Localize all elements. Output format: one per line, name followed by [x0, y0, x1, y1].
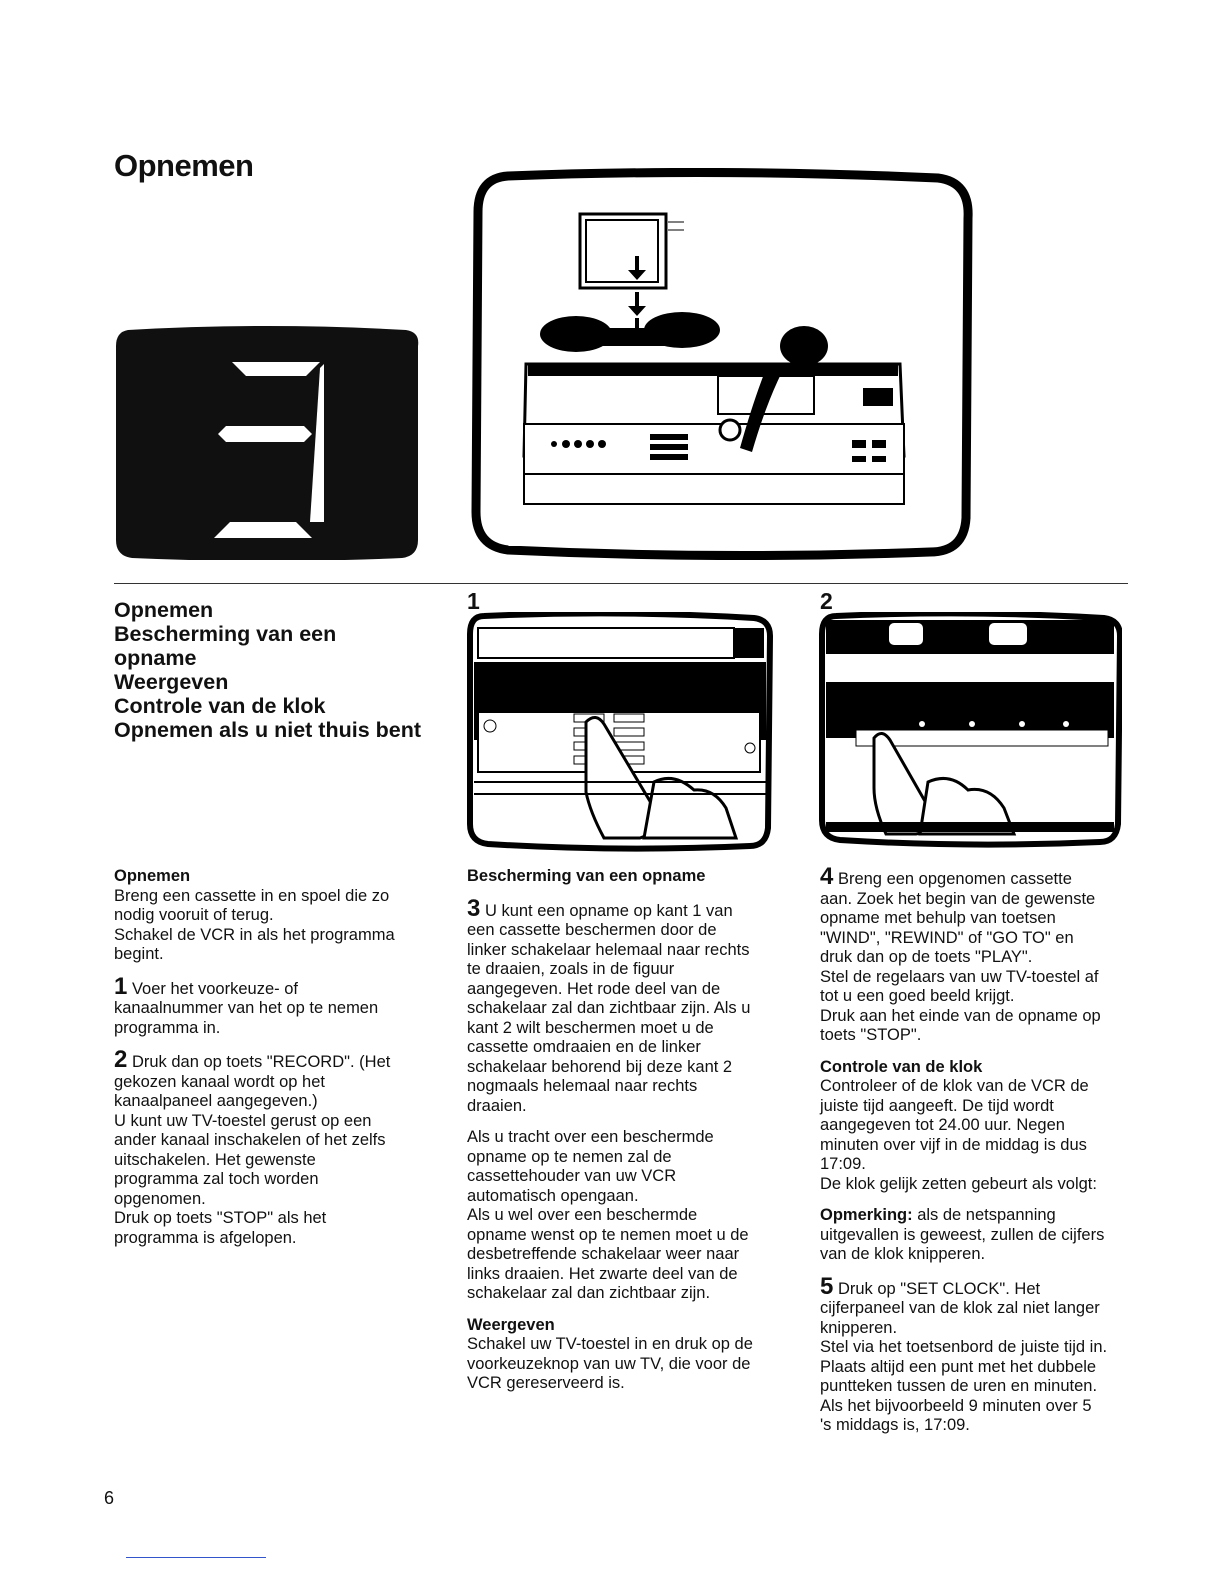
step-number: 2 — [114, 1046, 128, 1073]
text-line: cijferpaneel van de klok zal niet langer — [820, 1299, 1100, 1317]
step-number: 5 — [820, 1272, 834, 1300]
text-line: Controleer of de klok van de VCR de — [820, 1077, 1089, 1095]
text-line: kanaalnummer van het op te nemen — [114, 999, 379, 1017]
text-line: programma is afgelopen. — [114, 1228, 297, 1247]
text-line: opgenomen. — [114, 1189, 206, 1208]
step-digit-illustration — [114, 326, 420, 560]
topic-list — [114, 598, 421, 742]
text-line: minuten over vijf in de middag is dus — [820, 1135, 1087, 1154]
column-2 — [467, 867, 797, 1394]
text-line: schakelaar behorend bij deze kant 2 — [467, 1057, 733, 1076]
text-line: Voer het voorkeuze- of — [131, 979, 298, 998]
text-line: Druk dan op toets "RECORD". (Het — [131, 1053, 391, 1071]
text-line: 17:09. — [820, 1155, 866, 1173]
step-3 — [467, 894, 797, 922]
text-line: desbetreffende schakelaar weer naar — [467, 1245, 740, 1263]
text-line: opname wenst op te nemen moet u de — [467, 1225, 749, 1244]
text-line: juiste tijd aangeeft. De tijd wordt — [820, 1096, 1054, 1115]
text-line: nodig vooruit of terug. — [114, 906, 274, 924]
text-line: Schakel de VCR in als het programma — [114, 925, 395, 944]
text-line: kanaalpaneel aangegeven.) — [114, 1092, 318, 1110]
text-line: puntteken tussen de uren en minuten. — [820, 1377, 1098, 1395]
text-line: links draaien. Het zwarte deel van de — [467, 1264, 738, 1283]
text-line: VCR gereserveerd is. — [467, 1374, 625, 1392]
text-line: opname met behulp van toetsen — [820, 909, 1056, 927]
bottom-rule — [126, 1557, 266, 1558]
text-line: Breng een cassette in en spoel die zo — [114, 886, 390, 905]
figure-2-label: 2 — [820, 588, 833, 614]
text-line: Druk op "SET CLOCK". Het — [837, 1279, 1041, 1298]
topic-item: opname — [114, 646, 197, 670]
text-line: Breng een opgenomen cassette — [837, 870, 1072, 888]
text-line: kant 2 wilt beschermen moet u de — [467, 1018, 714, 1037]
page-number: 6 — [104, 1488, 115, 1508]
text-line: Stel via het toetsenbord de juiste tijd in. — [820, 1338, 1108, 1356]
figure-1-cassette-switch — [464, 612, 774, 852]
figure-1-label: 1 — [467, 588, 480, 614]
text-line: knipperen. — [820, 1318, 898, 1337]
text-line: draaien. — [467, 1096, 527, 1115]
text-line: Schakel uw TV-toestel in en druk op de — [467, 1335, 753, 1353]
text-line: opname op te nemen zal de — [467, 1147, 672, 1166]
text-line: ander kanaal inschakelen of het zelfs — [114, 1131, 386, 1149]
text-line: cassette omdraaien en de linker — [467, 1038, 701, 1056]
text-line: nogmaals helemaal naar rechts — [467, 1077, 698, 1095]
section-heading-opnemen: Opnemen — [114, 867, 191, 885]
step-number: 1 — [114, 972, 128, 1000]
step-1 — [114, 972, 444, 1000]
text-line: uitgevallen is geweest, zullen de cijfers — [820, 1225, 1105, 1244]
text-line: toets "STOP". — [820, 1026, 922, 1044]
text-line: druk dan op de toets "PLAY". — [820, 948, 1033, 966]
text-line: linker schakelaar helemaal naar rechts — [467, 940, 750, 959]
step-number: 4 — [820, 863, 834, 890]
text-line: schakelaar zal dan zichtbaar zijn. — [467, 1284, 711, 1302]
section-divider — [114, 583, 1128, 584]
section-heading-bescherming: Bescherming van een opname — [467, 867, 706, 885]
topic-item: Bescherming van een — [114, 622, 337, 646]
text-line: cassettehouder van uw VCR — [467, 1167, 677, 1185]
note-label: Opmerking: — [820, 1206, 913, 1224]
step-2 — [114, 1046, 444, 1073]
text-line: U kunt een opname op kant 1 van — [484, 901, 733, 920]
section-heading-weergeven: Weergeven — [467, 1315, 555, 1334]
step-number: 3 — [467, 894, 481, 922]
text-line: Als u tracht over een beschermde — [467, 1128, 714, 1146]
text-line: aan. Zoek het begin van de gewenste — [820, 889, 1096, 908]
text-line: gekozen kanaal wordt op het — [114, 1072, 325, 1091]
text-line: Druk op toets "STOP" als het — [114, 1209, 327, 1227]
text-line: automatisch opengaan. — [467, 1186, 639, 1205]
text-line: uitschakelen. Het gewenste — [114, 1150, 316, 1169]
column-1 — [114, 867, 444, 1248]
text-line: aangegeven tot 24.00 uur. Negen — [820, 1116, 1065, 1134]
text-line: Druk aan het einde van de opname op — [820, 1006, 1101, 1025]
section-heading-controle-klok: Controle van de klok — [820, 1057, 983, 1076]
text-line: Plaats altijd een punt met het dubbele — [820, 1357, 1097, 1376]
text-line: Als het bijvoorbeeld 9 minuten over 5 — [820, 1396, 1092, 1415]
text-line: De klok gelijk zetten gebeurt als volgt: — [820, 1174, 1097, 1193]
text-line: voorkeuzeknop van uw TV, die voor de — [467, 1354, 751, 1373]
note — [820, 1206, 1160, 1226]
text-line: te draaien, zoals in de figuur — [467, 960, 675, 978]
text-line: als de netspanning — [912, 1206, 1056, 1224]
column-3 — [820, 863, 1160, 1436]
topic-item: Opnemen — [114, 598, 214, 622]
text-line: een cassette beschermen door de — [467, 921, 717, 939]
text-line: Als u wel over een beschermde — [467, 1206, 698, 1224]
text-line: programma in. — [114, 1018, 221, 1037]
text-line: "WIND", "REWIND" of "GO TO" en — [820, 928, 1074, 947]
topic-item: Weergeven — [114, 670, 229, 694]
text-line: tot u een goed beeld krijgt. — [820, 987, 1015, 1005]
text-line: 's middags is, 17:09. — [820, 1416, 970, 1434]
step-4 — [820, 863, 1160, 890]
figure-2-cassette-switch — [816, 612, 1122, 848]
text-line: schakelaar zal dan zichtbaar zijn. Als u — [467, 999, 751, 1017]
text-line: U kunt uw TV-toestel gerust op een — [114, 1111, 372, 1130]
vcr-recording-illustration — [468, 168, 976, 560]
text-line: programma zal toch worden — [114, 1170, 319, 1188]
text-line: begint. — [114, 945, 164, 963]
text-line: Stel de regelaars van uw TV-toestel af — [820, 967, 1099, 986]
topic-item: Opnemen als u niet thuis bent — [114, 718, 422, 742]
step-5 — [820, 1272, 1160, 1300]
page-title: Opnemen — [114, 148, 254, 183]
topic-item: Controle van de klok — [114, 694, 326, 718]
text-line: aangegeven. Het rode deel van de — [467, 979, 721, 998]
text-line: van de klok knipperen. — [820, 1245, 986, 1263]
